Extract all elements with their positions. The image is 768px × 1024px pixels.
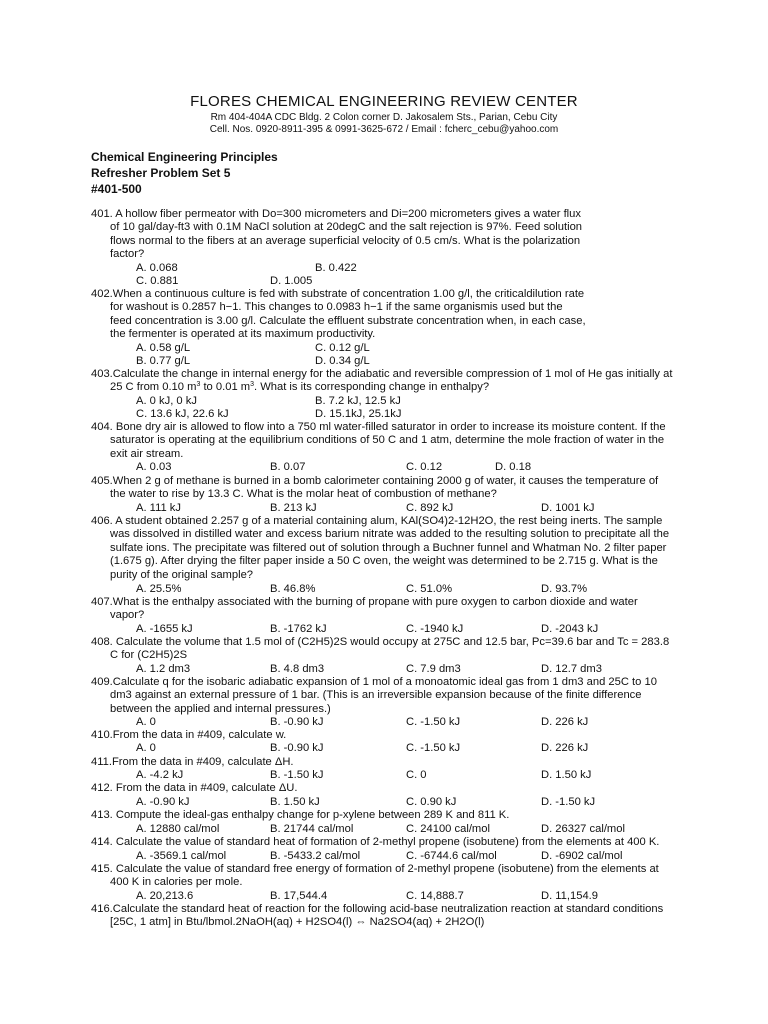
option-403-d: D. 15.1kJ, 25.1kJ xyxy=(315,408,402,420)
option-407-d: D. -2043 kJ xyxy=(541,623,599,635)
subject-title: Chemical Engineering Principles xyxy=(91,150,278,164)
question-line: 406. A student obtained 2.257 g of a material containing alum, KAl(SO4)2-12H2O, the rest being inerts. The sample xyxy=(91,515,663,527)
question-414 xyxy=(91,836,691,849)
question-line: sulfate ions. The precipitate was filtered out of solution through a Buchner funnel and Whatman No. 2 filter paper xyxy=(110,541,667,554)
question-line: of 10 gal/day-ft3 with 0.1M NaCl solution at 20degC and the salt rejection is 97%. Feed solution xyxy=(110,221,583,234)
question-line: saturator is operating at the equilibrium conditions of 50 C and 1 atm, determine the mole fraction of water in the xyxy=(110,434,665,447)
problem-range: #401-500 xyxy=(91,182,142,196)
option-412-c: C. 0.90 kJ xyxy=(406,796,457,808)
option-414-c: C. -6744.6 cal/mol xyxy=(406,850,497,862)
option-408-c: C. 7.9 dm3 xyxy=(406,663,461,675)
option-412-d: D. -1.50 kJ xyxy=(541,796,596,808)
option-401-c: C. 0.881 xyxy=(136,275,179,287)
option-402-d: D. 0.34 g/L xyxy=(315,355,370,367)
option-406-c: C. 51.0% xyxy=(406,583,453,595)
option-411-c: C. 0 xyxy=(406,769,427,781)
question-line: 410.From the data in #409, calculate w. xyxy=(91,729,287,741)
option-415-a: A. 20,213.6 xyxy=(136,890,194,902)
option-415-c: C. 14,888.7 xyxy=(406,890,464,902)
center-address: Rm 404-404A CDC Bldg. 2 Colon corner D. Jakosalem Sts., Parian, Cebu City xyxy=(210,112,558,123)
question-line: 413. Compute the ideal-gas enthalpy change for p-xylene between 289 K and 811 K. xyxy=(91,809,510,821)
option-410-b: B. -0.90 kJ xyxy=(270,742,324,754)
question-line: 408. Calculate the volume that 1.5 mol of (C2H5)2S would occupy at 275C and 12.5 bar, Pc=39.6 bar and Tc = 283.8 xyxy=(91,636,670,648)
question-line: 407.What is the enthalpy associated with the burning of propane with pure oxygen to carbon dioxide and water xyxy=(91,596,638,608)
option-409-c: C. -1.50 kJ xyxy=(406,716,461,728)
question-line: 416.Calculate the standard heat of reaction for the following acid-base neutralization reaction at standard conditions xyxy=(91,903,664,915)
question-line: feed concentration is 3.00 g/l. Calculate the effluent substrate concentration when, in each case, xyxy=(110,314,586,327)
option-409-a: A. 0 xyxy=(136,716,156,728)
option-401-b: B. 0.422 xyxy=(315,262,357,274)
option-401-a: A. 0.068 xyxy=(136,262,178,274)
question-line: 405.When 2 g of methane is burned in a bomb calorimeter containing 2000 g of water, it causes the temperature of xyxy=(91,475,659,487)
option-405-c: C. 892 kJ xyxy=(406,502,454,514)
question-line: 25 C from 0.10 $m^3$ to 0.01 $m^3$. What is its corresponding change in enthalpy? xyxy=(110,381,490,394)
question-line: 400 K in calories per mole. xyxy=(110,876,243,889)
question-line: the fermenter is operated at its maximum productivity. xyxy=(110,328,376,341)
question-line: 409.Calculate q for the isobaric adiabatic expansion of 1 mol of a monoatomic ideal gas from 1 dm3 and 25C to 10 xyxy=(91,676,657,688)
question-line: purity of the original sample? xyxy=(110,568,254,581)
option-410-c: C. -1.50 kJ xyxy=(406,742,461,754)
question-line: exit air stream. xyxy=(110,447,184,460)
question-line: 411.From the data in #409, calculate ΔH. xyxy=(91,756,294,768)
option-413-b: B. 21744 cal/mol xyxy=(270,823,354,835)
question-416 xyxy=(91,903,691,930)
question-412 xyxy=(91,782,691,795)
option-412-b: B. 1.50 kJ xyxy=(270,796,320,808)
option-406-d: D. 93.7% xyxy=(541,583,588,595)
option-407-c: C. -1940 kJ xyxy=(406,623,464,635)
option-409-b: B. -0.90 kJ xyxy=(270,716,324,728)
question-line: 415. Calculate the value of standard free energy of formation of 2-methyl propene (isobutene) from the elements at xyxy=(91,863,659,875)
option-407-a: A. -1655 kJ xyxy=(136,623,193,635)
option-404-b: B. 0.07 xyxy=(270,461,306,473)
option-404-d: D. 0.18 xyxy=(495,461,532,473)
option-414-a: A. -3569.1 cal/mol xyxy=(136,850,227,862)
question-403 xyxy=(91,368,691,395)
option-405-b: B. 213 kJ xyxy=(270,502,317,514)
question-line: C for (C2H5)2S xyxy=(110,649,188,662)
option-401-d: D. 1.005 xyxy=(270,275,313,287)
question-413 xyxy=(91,809,691,822)
option-411-a: A. -4.2 kJ xyxy=(136,769,184,781)
question-line: factor? xyxy=(110,248,145,261)
problem-set-title: Refresher Problem Set 5 xyxy=(91,166,231,180)
option-413-d: D. 26327 cal/mol xyxy=(541,823,625,835)
question-line: was dissolved in distilled water and excess barium nitrate was added to the resulting solution to precipitate all the xyxy=(110,528,670,541)
question-401 xyxy=(91,208,691,262)
option-402-a: A. 0.58 g/L xyxy=(136,342,191,354)
option-414-b: B. -5433.2 cal/mol xyxy=(270,850,361,862)
option-409-d: D. 226 kJ xyxy=(541,716,589,728)
option-406-b: B. 46.8% xyxy=(270,583,316,595)
option-408-a: A. 1.2 dm3 xyxy=(136,663,191,675)
question-line: 402.When a continuous culture is fed with substrate of concentration 1.00 g/l, the criticaldilution rate xyxy=(91,288,585,300)
question-line: [25C, 1 atm] in Btu/lbmol.2NaOH(aq) + H2SO4(l) ⇔ Na2SO4(aq) + 2H2O(l) xyxy=(110,916,485,929)
question-line: (1.675 g). After drying the filter paper inside a 50 C oven, the weight was determined to be 2.715 g. What is the xyxy=(110,555,658,568)
question-line: 401. A hollow fiber permeator with Do=300 micrometers and Di=200 micrometers gives a water flux xyxy=(91,208,581,220)
option-415-b: B. 17,544.4 xyxy=(270,890,328,902)
question-405 xyxy=(91,475,691,502)
question-line: for washout is 0.2857 h−1. This changes to 0.0983 h−1 if the same organismis used but the xyxy=(110,301,563,314)
option-405-d: D. 1001 kJ xyxy=(541,502,595,514)
option-406-a: A. 25.5% xyxy=(136,583,182,595)
question-411 xyxy=(91,756,691,769)
option-403-b: B. 7.2 kJ, 12.5 kJ xyxy=(315,395,401,407)
option-412-a: A. -0.90 kJ xyxy=(136,796,190,808)
option-407-b: B. -1762 kJ xyxy=(270,623,327,635)
question-line: the water to rise by 13.3 C. What is the molar heat of combustion of methane? xyxy=(110,488,497,501)
center-title: FLORES CHEMICAL ENGINEERING REVIEW CENTER xyxy=(190,93,578,110)
option-408-d: D. 12.7 dm3 xyxy=(541,663,602,675)
option-413-c: C. 24100 cal/mol xyxy=(406,823,490,835)
question-407 xyxy=(91,596,691,623)
option-403-c: C. 13.6 kJ, 22.6 kJ xyxy=(136,408,229,420)
option-411-d: D. 1.50 kJ xyxy=(541,769,592,781)
question-line: 414. Calculate the value of standard heat of formation of 2-methyl propene (isobutene) from the elements at 400 K. xyxy=(91,836,660,848)
question-line: 403.Calculate the change in internal energy for the adiabatic and reversible compression of 1 mol of He gas initially at xyxy=(91,368,673,380)
question-line: vapor? xyxy=(110,609,145,622)
question-410 xyxy=(91,729,691,742)
question-406 xyxy=(91,515,691,582)
option-410-d: D. 226 kJ xyxy=(541,742,589,754)
option-415-d: D. 11,154.9 xyxy=(541,890,599,902)
option-403-a: A. 0 kJ, 0 kJ xyxy=(136,395,197,407)
center-contacts: Cell. Nos. 0920-8911-395 & 0991-3625-672 / Email : fcherc_cebu@yahoo.com xyxy=(209,124,559,135)
question-line: dm3 against an external pressure of 1 bar. (This is an irreversible expansion because of the finite difference xyxy=(110,689,642,702)
question-409 xyxy=(91,676,691,716)
option-410-a: A. 0 xyxy=(136,742,156,754)
question-404 xyxy=(91,421,691,461)
option-411-b: B. -1.50 kJ xyxy=(270,769,324,781)
question-line: between the applied and internal pressures.) xyxy=(110,702,331,715)
question-408 xyxy=(91,636,691,663)
question-402 xyxy=(91,288,691,342)
option-404-c: C. 0.12 xyxy=(406,461,443,473)
question-line: flows normal to the fibers at an average superficial velocity of 0.5 cm/s. What is the polarization xyxy=(110,234,581,247)
option-414-d: D. -6902 cal/mol xyxy=(541,850,623,862)
option-405-a: A. 111 kJ xyxy=(136,502,181,514)
option-404-a: A. 0.03 xyxy=(136,461,172,473)
option-402-c: C. 0.12 g/L xyxy=(315,342,370,354)
question-line: 404. Bone dry air is allowed to flow into a 750 ml water-filled saturator in order to increase its moisture content. If the xyxy=(91,421,666,433)
option-402-b: B. 0.77 g/L xyxy=(136,355,191,367)
question-415 xyxy=(91,863,691,890)
option-408-b: B. 4.8 dm3 xyxy=(270,663,325,675)
option-413-a: A. 12880 cal/mol xyxy=(136,823,220,835)
question-line: 412. From the data in #409, calculate ΔU. xyxy=(91,782,298,794)
